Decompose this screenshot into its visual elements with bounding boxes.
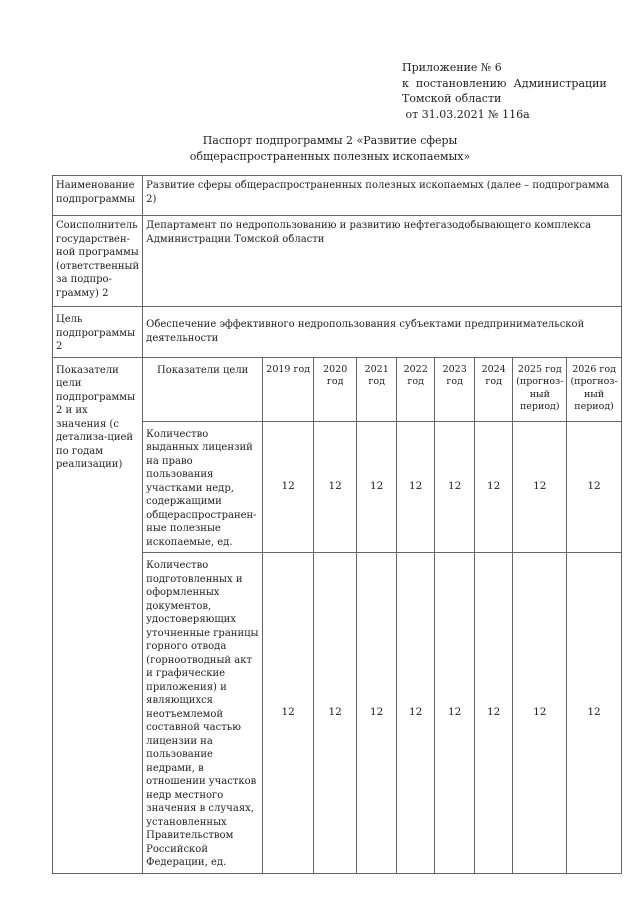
- passport-table: [52, 175, 622, 874]
- indicators-header-row: [53, 357, 622, 421]
- appendix-line: Приложение № 6: [402, 61, 502, 74]
- indicator-value: 12: [314, 421, 357, 553]
- document-title: [150, 133, 510, 164]
- table-row: [53, 307, 622, 358]
- row-label: Соисполнитель государствен-ной программы (ответственный за подпро-грамму) 2: [53, 216, 143, 307]
- indicator-value: 12: [567, 421, 621, 553]
- indicator-value: 12: [397, 553, 435, 874]
- row-label: Наименование подпрограммы: [53, 176, 143, 216]
- column-header: 2022 год: [397, 357, 435, 421]
- column-header: 2019 год: [263, 357, 314, 421]
- column-header: 2025 год (прогноз-ный период): [513, 357, 567, 421]
- appendix-line: от 31.03.2021 № 116а: [402, 107, 530, 121]
- indicator-value: 12: [513, 421, 567, 553]
- appendix-line: Томской области: [402, 92, 502, 105]
- column-header: 2024 год: [475, 357, 513, 421]
- row-value: Обеспечение эффективного недропользования субъектами предпринимательской деятельности: [143, 307, 622, 358]
- indicator-name: Количество выданных лицензий на право пользования участками недр, содержащими общераспространен-ные полезные ископаемые, ед.: [143, 421, 263, 553]
- column-header: 2020 год: [314, 357, 357, 421]
- row-value: Развитие сферы общераспространенных полезных ископаемых (далее – подпрограмма 2): [143, 176, 622, 216]
- indicator-name: Количество подготовленных и оформленных документов, удостоверяющих уточненные границы горного отвода (горноотводный акт и графические приложения) и являющихся неотъемлемой составной частью лицензии на пользование недрами, в отношении участков недр местного значения в случаях, установленных Правительством Российской Федерации, ед.: [143, 553, 263, 874]
- indicator-value: 12: [435, 421, 475, 553]
- column-header: 2021 год: [357, 357, 397, 421]
- indicator-value: 12: [357, 421, 397, 553]
- indicator-value: 12: [475, 553, 513, 874]
- appendix-line: к постановлению Администрации: [402, 76, 607, 90]
- indicator-value: 12: [263, 553, 314, 874]
- table-row: [53, 216, 622, 307]
- indicator-value: 12: [397, 421, 435, 553]
- indicator-value: 12: [263, 421, 314, 553]
- appendix-header: [402, 60, 607, 122]
- indicator-value: 12: [513, 553, 567, 874]
- column-header: 2023 год: [435, 357, 475, 421]
- column-header: 2026 год (прогноз-ный период): [567, 357, 621, 421]
- table-row: [53, 176, 622, 216]
- row-label: Цель подпрограммы 2: [53, 307, 143, 358]
- indicator-value: 12: [314, 553, 357, 874]
- indicator-value: 12: [475, 421, 513, 553]
- indicator-value: 12: [357, 553, 397, 874]
- title-line: общераспространенных полезных ископаемых»: [189, 149, 471, 163]
- row-value: Департамент по недропользованию и развитию нефтегазодобывающего комплекса Администрации Томской области: [143, 216, 622, 307]
- column-header: Показатели цели: [143, 357, 263, 421]
- indicator-value: 12: [567, 553, 621, 874]
- title-line: Паспорт подпрограммы 2 «Развитие сферы: [202, 134, 458, 147]
- row-label: Показатели цели подпрограммы 2 и их значения (с детализа-цией по годам реализации): [53, 357, 143, 873]
- indicator-value: 12: [435, 553, 475, 874]
